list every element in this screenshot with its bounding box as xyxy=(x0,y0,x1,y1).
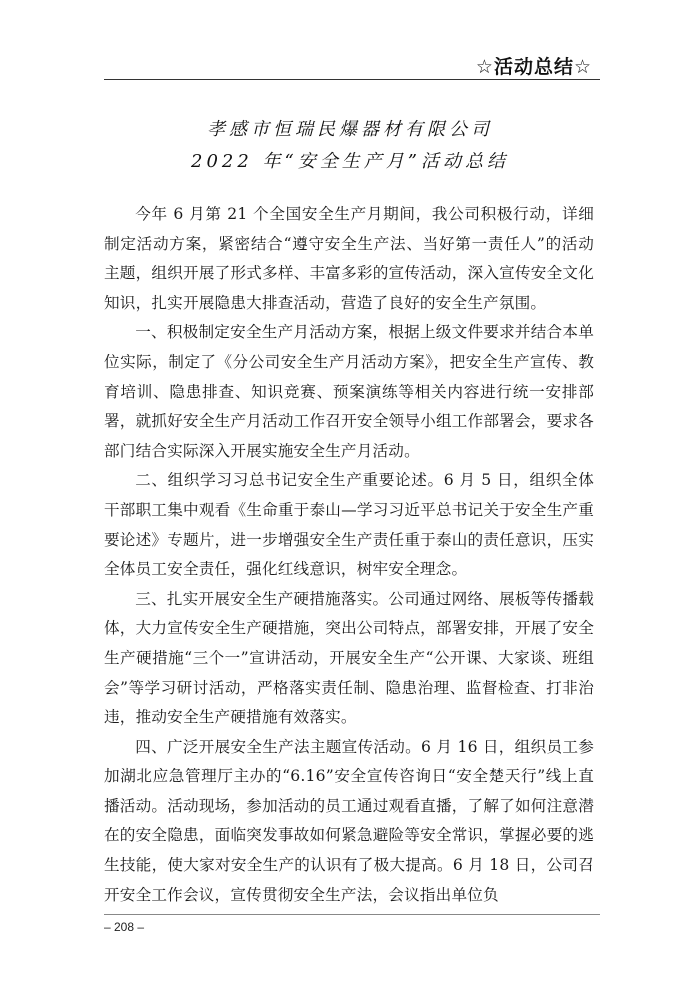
header-rule xyxy=(104,79,600,80)
paragraph-intro: 今年 6 月第 21 个全国安全生产月期间，我公司积极行动，详细制定活动方案，紧密结合“遵守安全生产法、当好第一责任人”的活动主题，组织开展了形式多样、丰富多彩的宣传活动，深入宣传安全文化知识，扎实开展隐患大排查活动，营造了良好的安全生产氛围。 xyxy=(104,205,594,312)
document-body xyxy=(104,200,594,910)
paragraph-section-3: 三、扎实开展安全生产硬措施落实。公司通过网络、展板等传播载体，大力宣传安全生产硬措施，突出公司特点，部署安排，开展了安全生产硬措施“三个一”宣讲活动，开展安全生产“公开课、大家谈、班组会”等学习研讨活动，严格落实责任制、隐患治理、监督检查、打非治违，推动安全生产硬措施有效落实。 xyxy=(104,589,594,727)
paragraph-section-1: 一、积极制定安全生产月活动方案，根据上级文件要求并结合本单位实际，制定了《分公司安全生产月活动方案》，把安全生产宣传、教育培训、隐患排查、知识竞赛、预案演练等相关内容进行统一安排部署，就抓好安全生产月活动工作召开安全领导小组工作部署会，要求各部门结合实际深入开展实施安全生产月活动。 xyxy=(104,323,594,460)
page-footer xyxy=(104,914,600,944)
footer-rule xyxy=(104,914,600,915)
page-number: – 208 – xyxy=(104,920,145,934)
paragraph-section-4: 四、广泛开展安全生产法主题宣传活动。6 月 16 日，组织员工参加湖北应急管理厅主办的“6.16”安全宣传咨询日“安全楚天行”线上直播活动。活动现场，参加活动的员工通过观看直播，了解了如何注意潜在的安全隐患，面临突发事故如何紧急避险等安全常识，掌握必要的逃生技能，使大家对安全生产的认识有了极大提高。6 月 18 日，公司召开安全工作会议，宣传贯彻安全生产法，会议指出单位负 xyxy=(104,737,594,904)
page-header xyxy=(104,52,600,80)
section-label: ☆活动总结☆ xyxy=(475,56,592,78)
document-title-company: 孝感市恒瑞民爆器材有限公司 xyxy=(207,119,493,140)
paragraph-section-2: 二、组织学习习总书记安全生产重要论述。6 月 5 日，组织全体干部职工集中观看《生命重于泰山—学习习近平总书记关于安全生产重要论述》专题片，进一步增强安全生产责任重于泰山的责任意识，压实全体员工安全责任，强化红线意识，树牢安全理念。 xyxy=(104,471,594,579)
document-title-subject: 2022 年“安全生产月”活动总结 xyxy=(191,151,509,172)
